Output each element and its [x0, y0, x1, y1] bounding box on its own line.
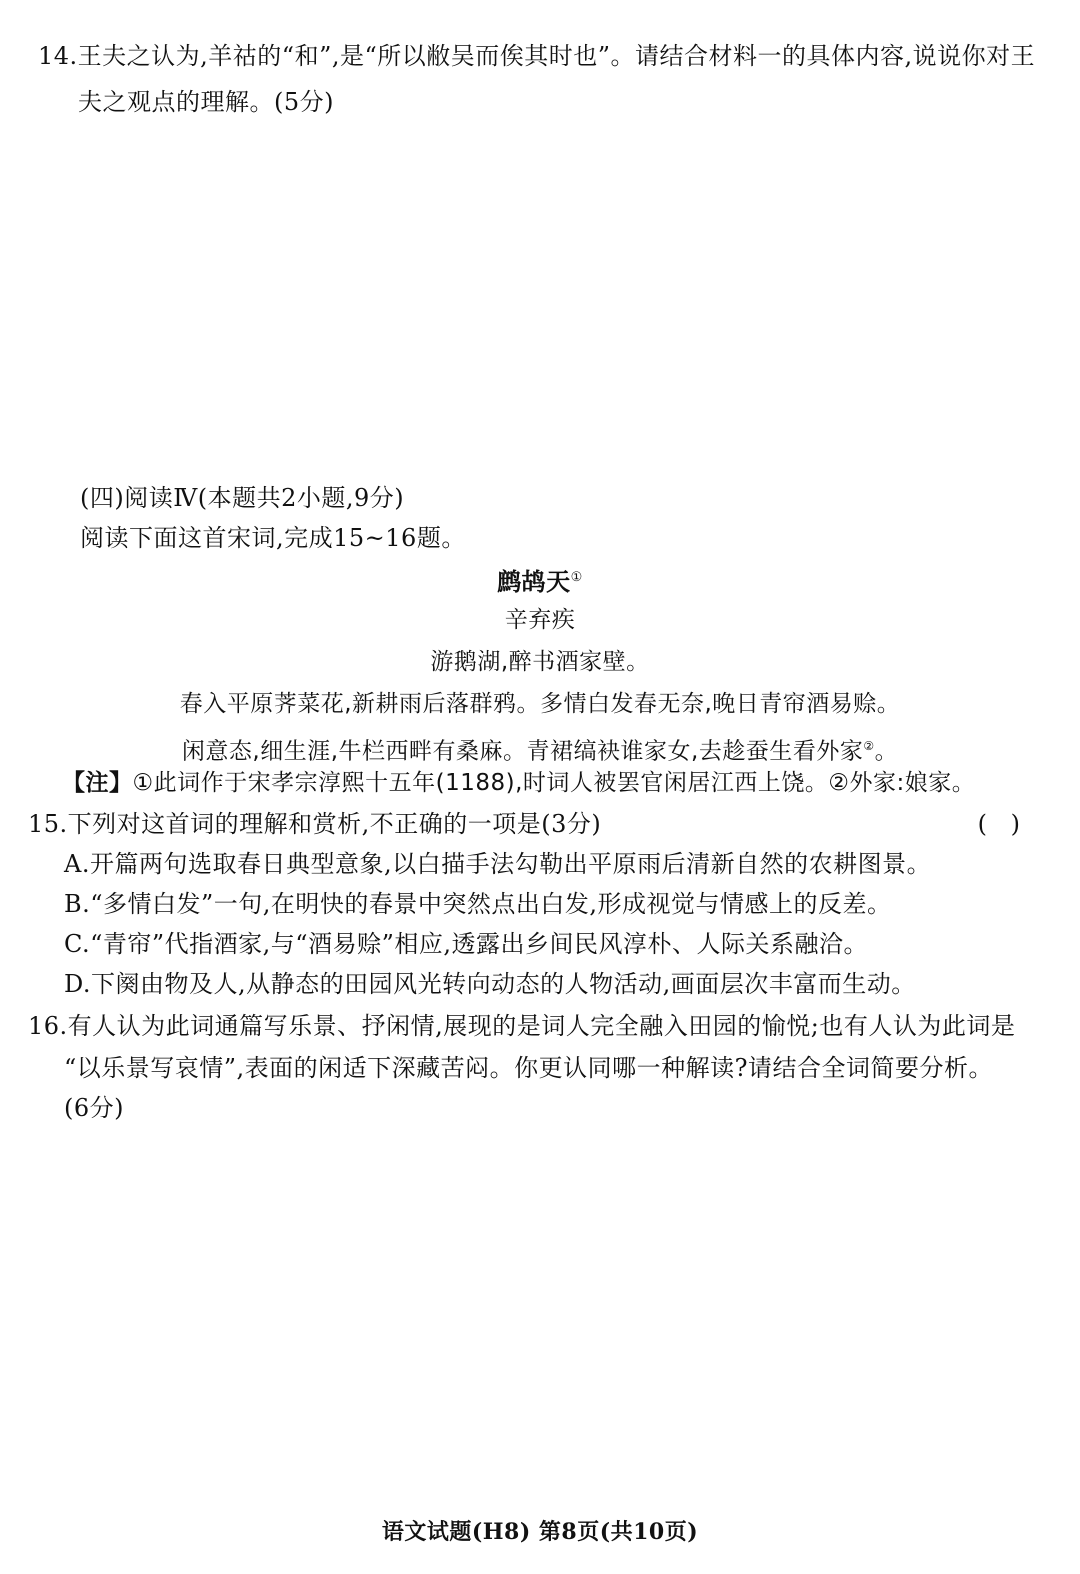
- poem-title-note-mark: ①: [570, 570, 583, 585]
- poem-preface: 游鹅湖,醉书酒家壁。: [430, 649, 650, 675]
- answer-parentheses: ( ): [977, 810, 1028, 838]
- poem-line-2: [0, 730, 1080, 768]
- section-heading: (四)阅读Ⅳ(本题共2小题,9分): [80, 484, 405, 512]
- question-14-line-2: 夫之观点的理解。(5分): [78, 88, 334, 116]
- poem-title: [0, 562, 1080, 598]
- page-footer: 语文试题(H8) 第8页(共10页): [381, 1519, 699, 1545]
- option-c: C.“青帘”代指酒家,与“酒易赊”相应,透露出乡间民风淳朴、人际关系融洽。: [64, 930, 868, 958]
- poem-line-2-note-mark: ②: [863, 739, 875, 753]
- question-16-line-2: “以乐景写哀情”,表面的闲适下深藏苦闷。你更认同哪一种解读?请结合全词简要分析。: [64, 1054, 994, 1082]
- option-a: A.开篇两句选取春日典型意象,以白描手法勾勒出平原雨后清新自然的农耕图景。: [64, 850, 932, 878]
- question-14-line-1: 14.王夫之认为,羊祜的“和”,是“所以敝吴而俟其时也”。请结合材料一的具体内容,说说你对王: [38, 42, 1036, 70]
- note-text: ①此词作于宋孝宗淳熙十五年(1188),时词人被罢官闲居江西上饶。②外家:娘家。: [132, 770, 976, 796]
- question-15-stem: 15.下列对这首词的理解和赏析,不正确的一项是(3分): [28, 810, 602, 838]
- option-b: B.“多情白发”一句,在明快的春景中突然点出白发,形成视觉与情感上的反差。: [64, 890, 892, 918]
- poem-line-1: 春入平原荠菜花,新耕雨后落群鸦。多情白发春无奈,晚日青帘酒易赊。: [179, 691, 901, 717]
- section-intro: 阅读下面这首宋词,完成15~16题。: [80, 524, 466, 552]
- poem-author: 辛弃疾: [504, 607, 576, 633]
- poem-title-text: 鹧鸪天: [497, 567, 571, 596]
- question-16-line-3: (6分): [64, 1094, 124, 1122]
- question-16-line-1: 16.有人认为此词通篇写乐景、抒闲情,展现的是词人完全融入田园的愉悦;也有人认为此词是: [28, 1012, 1016, 1040]
- note-label: 【注】: [62, 769, 133, 796]
- poem-line-2-text: 闲意态,细生涯,牛栏西畔有桑麻。青裙缟袂谁家女,去趁蚕生看外家: [181, 738, 864, 765]
- option-d: D.下阕由物及人,从静态的田园风光转向动态的人物活动,画面层次丰富而生动。: [64, 970, 916, 998]
- poem-line-2-end: 。: [874, 738, 899, 765]
- poem-note: [62, 767, 975, 799]
